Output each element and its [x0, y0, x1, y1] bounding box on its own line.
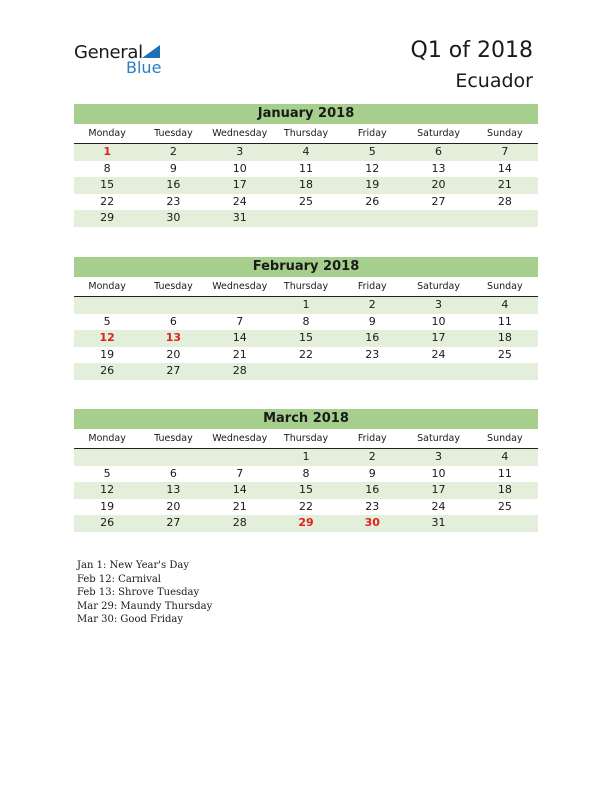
day-cell: 1	[103, 145, 111, 158]
logo-triangle-icon	[142, 45, 160, 58]
day-cell: 20	[166, 499, 181, 513]
week-row	[74, 466, 538, 483]
logo	[74, 42, 174, 78]
weekday-label: Monday	[88, 281, 126, 292]
day-cell	[207, 297, 273, 314]
day-cell: 2	[169, 145, 177, 158]
weekday-label: Friday	[357, 128, 387, 139]
week-row	[74, 499, 538, 516]
day-cell: 21	[497, 178, 512, 191]
weekday-label: Tuesday	[154, 281, 193, 292]
month-calendar	[74, 409, 538, 532]
day-cell	[339, 210, 405, 227]
day-cell: 22	[298, 347, 313, 361]
day-cell: 7	[236, 466, 244, 480]
day-cell	[207, 449, 273, 466]
week-row	[74, 161, 538, 178]
day-cell: 3	[435, 450, 443, 463]
day-cell: 8	[302, 466, 310, 480]
day-cell: 10	[232, 161, 247, 175]
day-cell: 2	[368, 298, 376, 311]
week-row	[74, 449, 538, 466]
logo-general-text: General	[74, 42, 143, 63]
day-cell: 6	[169, 314, 177, 328]
day-cell: 1	[302, 298, 310, 311]
day-cell: 8	[302, 314, 310, 328]
weekday-label: Friday	[357, 433, 387, 444]
day-cell: 20	[166, 347, 181, 361]
month-title: February 2018	[74, 257, 538, 277]
weekday-label: Wednesday	[212, 281, 268, 292]
week-row	[74, 330, 538, 347]
day-cell	[140, 449, 206, 466]
weekday-label: Tuesday	[154, 433, 193, 444]
day-cell: 1	[302, 450, 310, 463]
day-cell: 30	[166, 211, 181, 224]
day-cell: 25	[497, 499, 512, 513]
day-cell: 7	[501, 145, 509, 158]
page-title: Q1 of 2018	[410, 38, 533, 63]
week-row	[74, 347, 538, 364]
day-cell: 14	[497, 161, 512, 175]
week-row	[74, 314, 538, 331]
weekday-label: Wednesday	[212, 433, 268, 444]
day-cell	[273, 363, 339, 380]
day-cell: 29	[298, 516, 314, 529]
weekday-label: Thursday	[283, 433, 329, 444]
day-cell: 27	[166, 364, 181, 377]
day-cell: 5	[103, 466, 111, 480]
day-cell: 25	[497, 347, 512, 361]
day-cell: 3	[435, 298, 443, 311]
day-cell: 17	[232, 178, 247, 191]
day-cell: 18	[298, 178, 313, 191]
day-cell: 4	[302, 145, 310, 158]
day-cell: 27	[431, 194, 446, 208]
weekday-label: Monday	[88, 433, 126, 444]
holiday-item: Jan 1: New Year's Day	[77, 560, 189, 571]
week-row	[74, 194, 538, 211]
day-cell: 4	[501, 298, 509, 311]
week-row	[74, 363, 538, 380]
day-cell: 9	[368, 466, 376, 480]
day-cell: 8	[103, 161, 111, 175]
weekday-label: Sunday	[487, 433, 523, 444]
weekday-label: Friday	[357, 281, 387, 292]
day-cell	[339, 363, 405, 380]
day-cell: 5	[368, 145, 376, 158]
day-cell: 23	[365, 347, 380, 361]
day-cell	[472, 515, 538, 532]
day-cell: 12	[365, 161, 380, 175]
week-row	[74, 177, 538, 194]
day-cell: 14	[232, 331, 247, 344]
day-cell: 30	[364, 516, 380, 529]
weekday-label: Thursday	[283, 281, 329, 292]
weekday-label: Monday	[88, 128, 126, 139]
weekday-label: Thursday	[283, 128, 329, 139]
day-cell	[405, 363, 471, 380]
day-cell: 10	[431, 466, 446, 480]
holiday-list	[77, 559, 212, 627]
day-cell	[472, 363, 538, 380]
day-cell: 7	[236, 314, 244, 328]
month-calendar	[74, 257, 538, 380]
day-cell: 11	[497, 466, 512, 480]
day-cell	[472, 210, 538, 227]
day-cell: 21	[232, 499, 247, 513]
day-cell: 24	[431, 499, 446, 513]
weekday-label: Saturday	[417, 281, 460, 292]
day-cell: 16	[365, 331, 380, 344]
day-cell: 10	[431, 314, 446, 328]
day-cell: 16	[365, 483, 380, 496]
day-cell: 15	[298, 483, 313, 496]
day-cell	[273, 210, 339, 227]
day-cell: 4	[501, 450, 509, 463]
day-cell: 28	[497, 194, 512, 208]
holiday-item: Feb 12: Carnival	[77, 573, 162, 585]
day-cell: 14	[232, 483, 247, 496]
day-cell: 6	[435, 145, 443, 158]
day-cell: 28	[232, 516, 247, 529]
day-cell: 23	[365, 499, 380, 513]
day-cell: 19	[365, 178, 380, 191]
weekday-label: Sunday	[487, 281, 523, 292]
weekday-label: Wednesday	[212, 128, 268, 139]
day-cell: 13	[165, 331, 182, 344]
day-cell: 9	[368, 314, 376, 328]
day-cell: 26	[100, 516, 115, 529]
day-cell	[405, 210, 471, 227]
day-cell: 25	[298, 194, 313, 208]
day-cell: 12	[99, 331, 115, 344]
day-cell: 2	[368, 450, 376, 463]
holiday-item: Mar 29: Maundy Thursday	[77, 600, 213, 612]
day-cell	[74, 449, 140, 466]
day-cell: 19	[100, 499, 115, 513]
week-row	[74, 482, 538, 499]
day-cell: 15	[298, 331, 313, 344]
day-cell: 19	[100, 347, 115, 361]
day-cell: 17	[431, 483, 446, 496]
day-cell	[140, 297, 206, 314]
day-cell: 22	[100, 194, 115, 208]
week-row	[74, 210, 538, 227]
day-cell: 9	[169, 161, 177, 175]
holiday-item: Mar 30: Good Friday	[77, 614, 183, 626]
day-cell: 28	[232, 364, 247, 377]
weekday-label: Sunday	[487, 128, 523, 139]
week-row	[74, 297, 538, 314]
weekday-header-row	[74, 277, 538, 297]
day-cell: 16	[166, 178, 181, 191]
day-cell: 13	[166, 483, 181, 496]
day-cell: 3	[236, 145, 244, 158]
weekday-header-row	[74, 124, 538, 144]
day-cell: 21	[232, 347, 247, 361]
weekday-label: Tuesday	[154, 128, 193, 139]
weekday-label: Saturday	[417, 128, 460, 139]
day-cell: 6	[169, 466, 177, 480]
day-cell: 31	[232, 211, 247, 224]
day-cell: 31	[431, 516, 446, 529]
day-cell: 26	[100, 364, 115, 377]
day-cell: 15	[100, 178, 115, 191]
day-cell: 12	[100, 483, 115, 496]
month-title: January 2018	[74, 104, 538, 124]
day-cell: 24	[232, 194, 247, 208]
month-calendar	[74, 104, 538, 227]
weekday-label: Saturday	[417, 433, 460, 444]
day-cell: 17	[431, 331, 446, 344]
day-cell: 18	[497, 331, 512, 344]
day-cell: 24	[431, 347, 446, 361]
day-cell: 11	[298, 161, 313, 175]
week-row	[74, 515, 538, 532]
day-cell: 11	[497, 314, 512, 328]
day-cell: 27	[166, 516, 181, 529]
day-cell: 22	[298, 499, 313, 513]
day-cell: 23	[166, 194, 181, 208]
day-cell: 29	[100, 211, 115, 224]
day-cell: 18	[497, 483, 512, 496]
day-cell	[74, 297, 140, 314]
day-cell: 13	[431, 161, 446, 175]
day-cell: 26	[365, 194, 380, 208]
logo-blue-text: Blue	[126, 58, 162, 77]
day-cell: 5	[103, 314, 111, 328]
weekday-header-row	[74, 429, 538, 449]
day-cell: 20	[431, 178, 446, 191]
week-row	[74, 144, 538, 161]
country-name: Ecuador	[455, 70, 533, 92]
month-title: March 2018	[74, 409, 538, 429]
holiday-item: Feb 13: Shrove Tuesday	[77, 587, 200, 599]
